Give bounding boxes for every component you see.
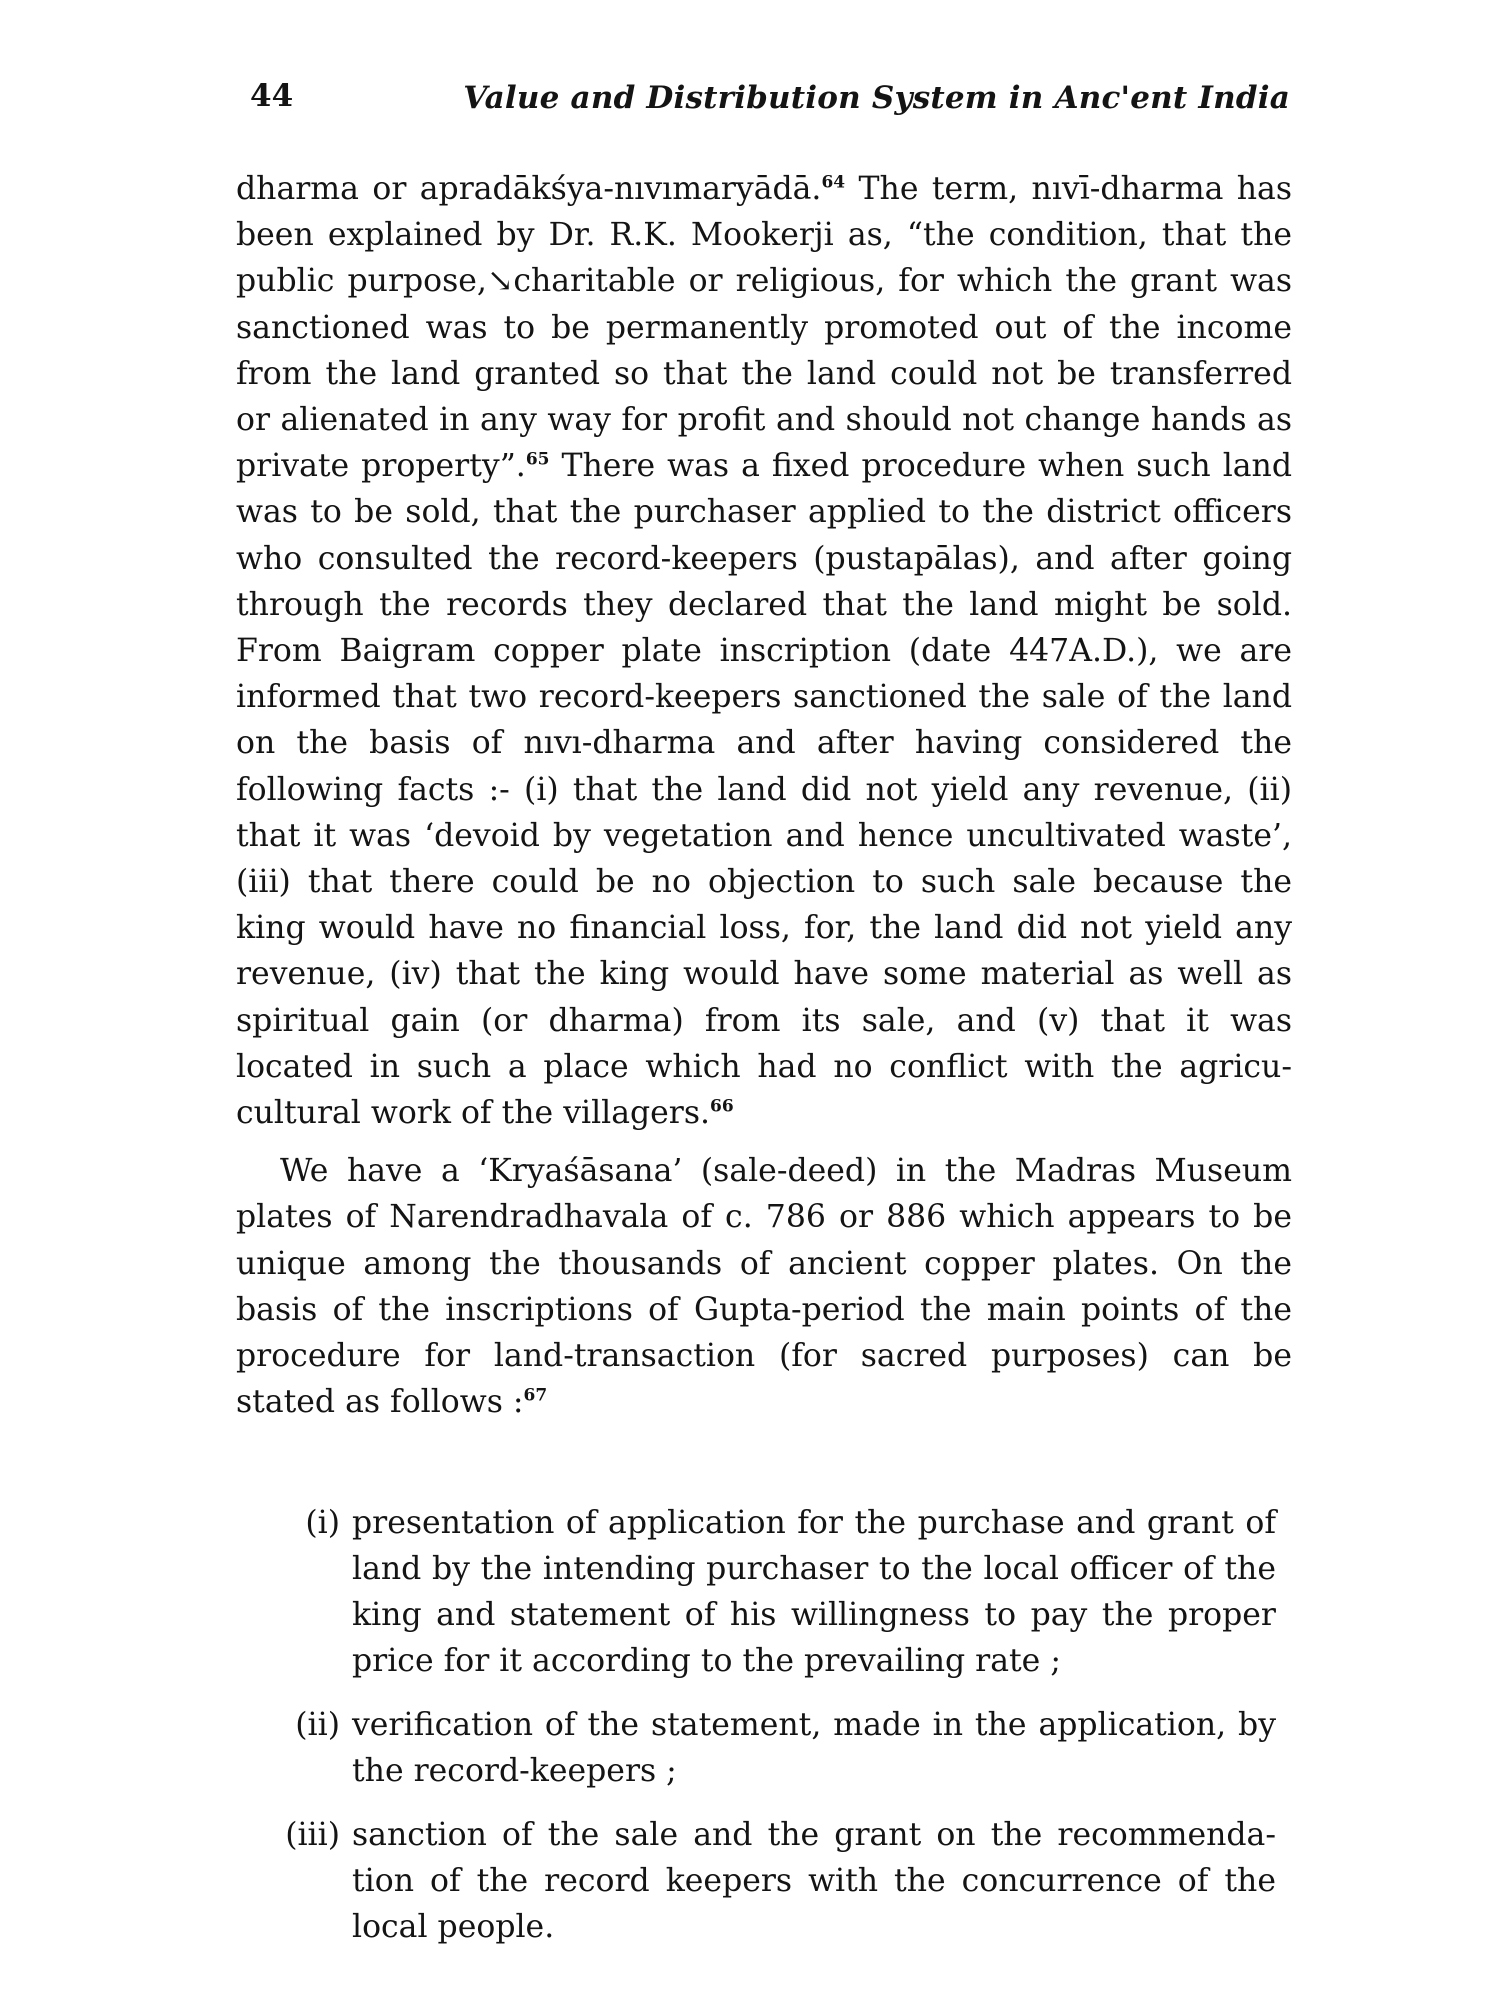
body-text (236, 166, 1292, 1425)
paragraph-2 (236, 1148, 1292, 1425)
footnote-marker-65: 65 (525, 449, 550, 470)
list-item-number: (ii) (295, 1707, 340, 1743)
running-head (250, 78, 1290, 128)
paragraph-1 (236, 166, 1292, 1136)
list-item-number: (i) (305, 1505, 340, 1541)
footnote-marker-64: 64 (821, 172, 846, 193)
list-item (268, 1812, 1276, 1950)
list-item-text: sanction of the sale and the grant on the recommenda-tion of the record keepers with the concurrence of the local people. (352, 1817, 1276, 1945)
list-item (268, 1702, 1276, 1794)
list-item (268, 1500, 1276, 1684)
list-item-text: presentation of application for the purchase and grant of land by the intending purchaser to the local officer of the king and statement of his willingness to pay the proper price for it according to the prevailing rate ; (352, 1505, 1276, 1679)
footnote-marker-66: 66 (710, 1096, 734, 1117)
paragraph-1-text-b: The term, nıvī-dharma has been explained by Dr. R.K. Mookerji as, “the condition, that the public purpose,↘charitable or religious, for which the grant was sanctioned was to be permanently promoted out of the income from the land granted so that the land could not be transferred or alienated in any way for profit and should not change hands as private property”. (236, 171, 1292, 485)
paragraph-1-text-c: There was a fixed procedure when such land was to be sold, that the purchaser applied to the district officers who consulted the record-keepers (pustapālas), and after going through the records they declared that the land might be sold. From Baigram copper plate inscription (date 447A.D.), we are informed that two record-keepers sanctioned the sale of the land on the basis of nıvı-dharma and after having considered the following facts :- (i) that the land did not yield any revenue, (ii) that it was ‘devoid by vegetation and hence uncultivated waste’, (iii) that there could be no objection to such sale because the king would have no financial loss, for, the land did not yield any revenue, (iv) that the king would have some material as well as spiritual gain (or dharma) from its sale, and (v) that it was located in such a place which had no conflict with the agricu-cultural work of the villagers. (236, 448, 1292, 1132)
paragraph-1-text-a: dharma or apradākśya-nıvımaryādā. (236, 171, 822, 207)
paragraph-2-text: We have a ‘Kryaśāsana’ (sale-deed) in the Madras Museum plates of Narendradhavala of c. 786 or 886 which appears to be unique among the thousands of ancient copper plates. On the basis of the inscriptions of Gupta-period the main points of the procedure for land-transaction (for sacred purposes) can be stated as follows : (236, 1153, 1292, 1421)
footnote-marker-67: 67 (523, 1385, 548, 1406)
running-title: Value and Distribution System in Anc'ent India (463, 80, 1290, 116)
procedure-list (268, 1500, 1276, 1968)
list-item-text: verification of the statement, made in the application, by the record-keepers ; (352, 1707, 1276, 1789)
page-number: 44 (250, 78, 294, 114)
list-item-number: (iii) (285, 1817, 340, 1853)
